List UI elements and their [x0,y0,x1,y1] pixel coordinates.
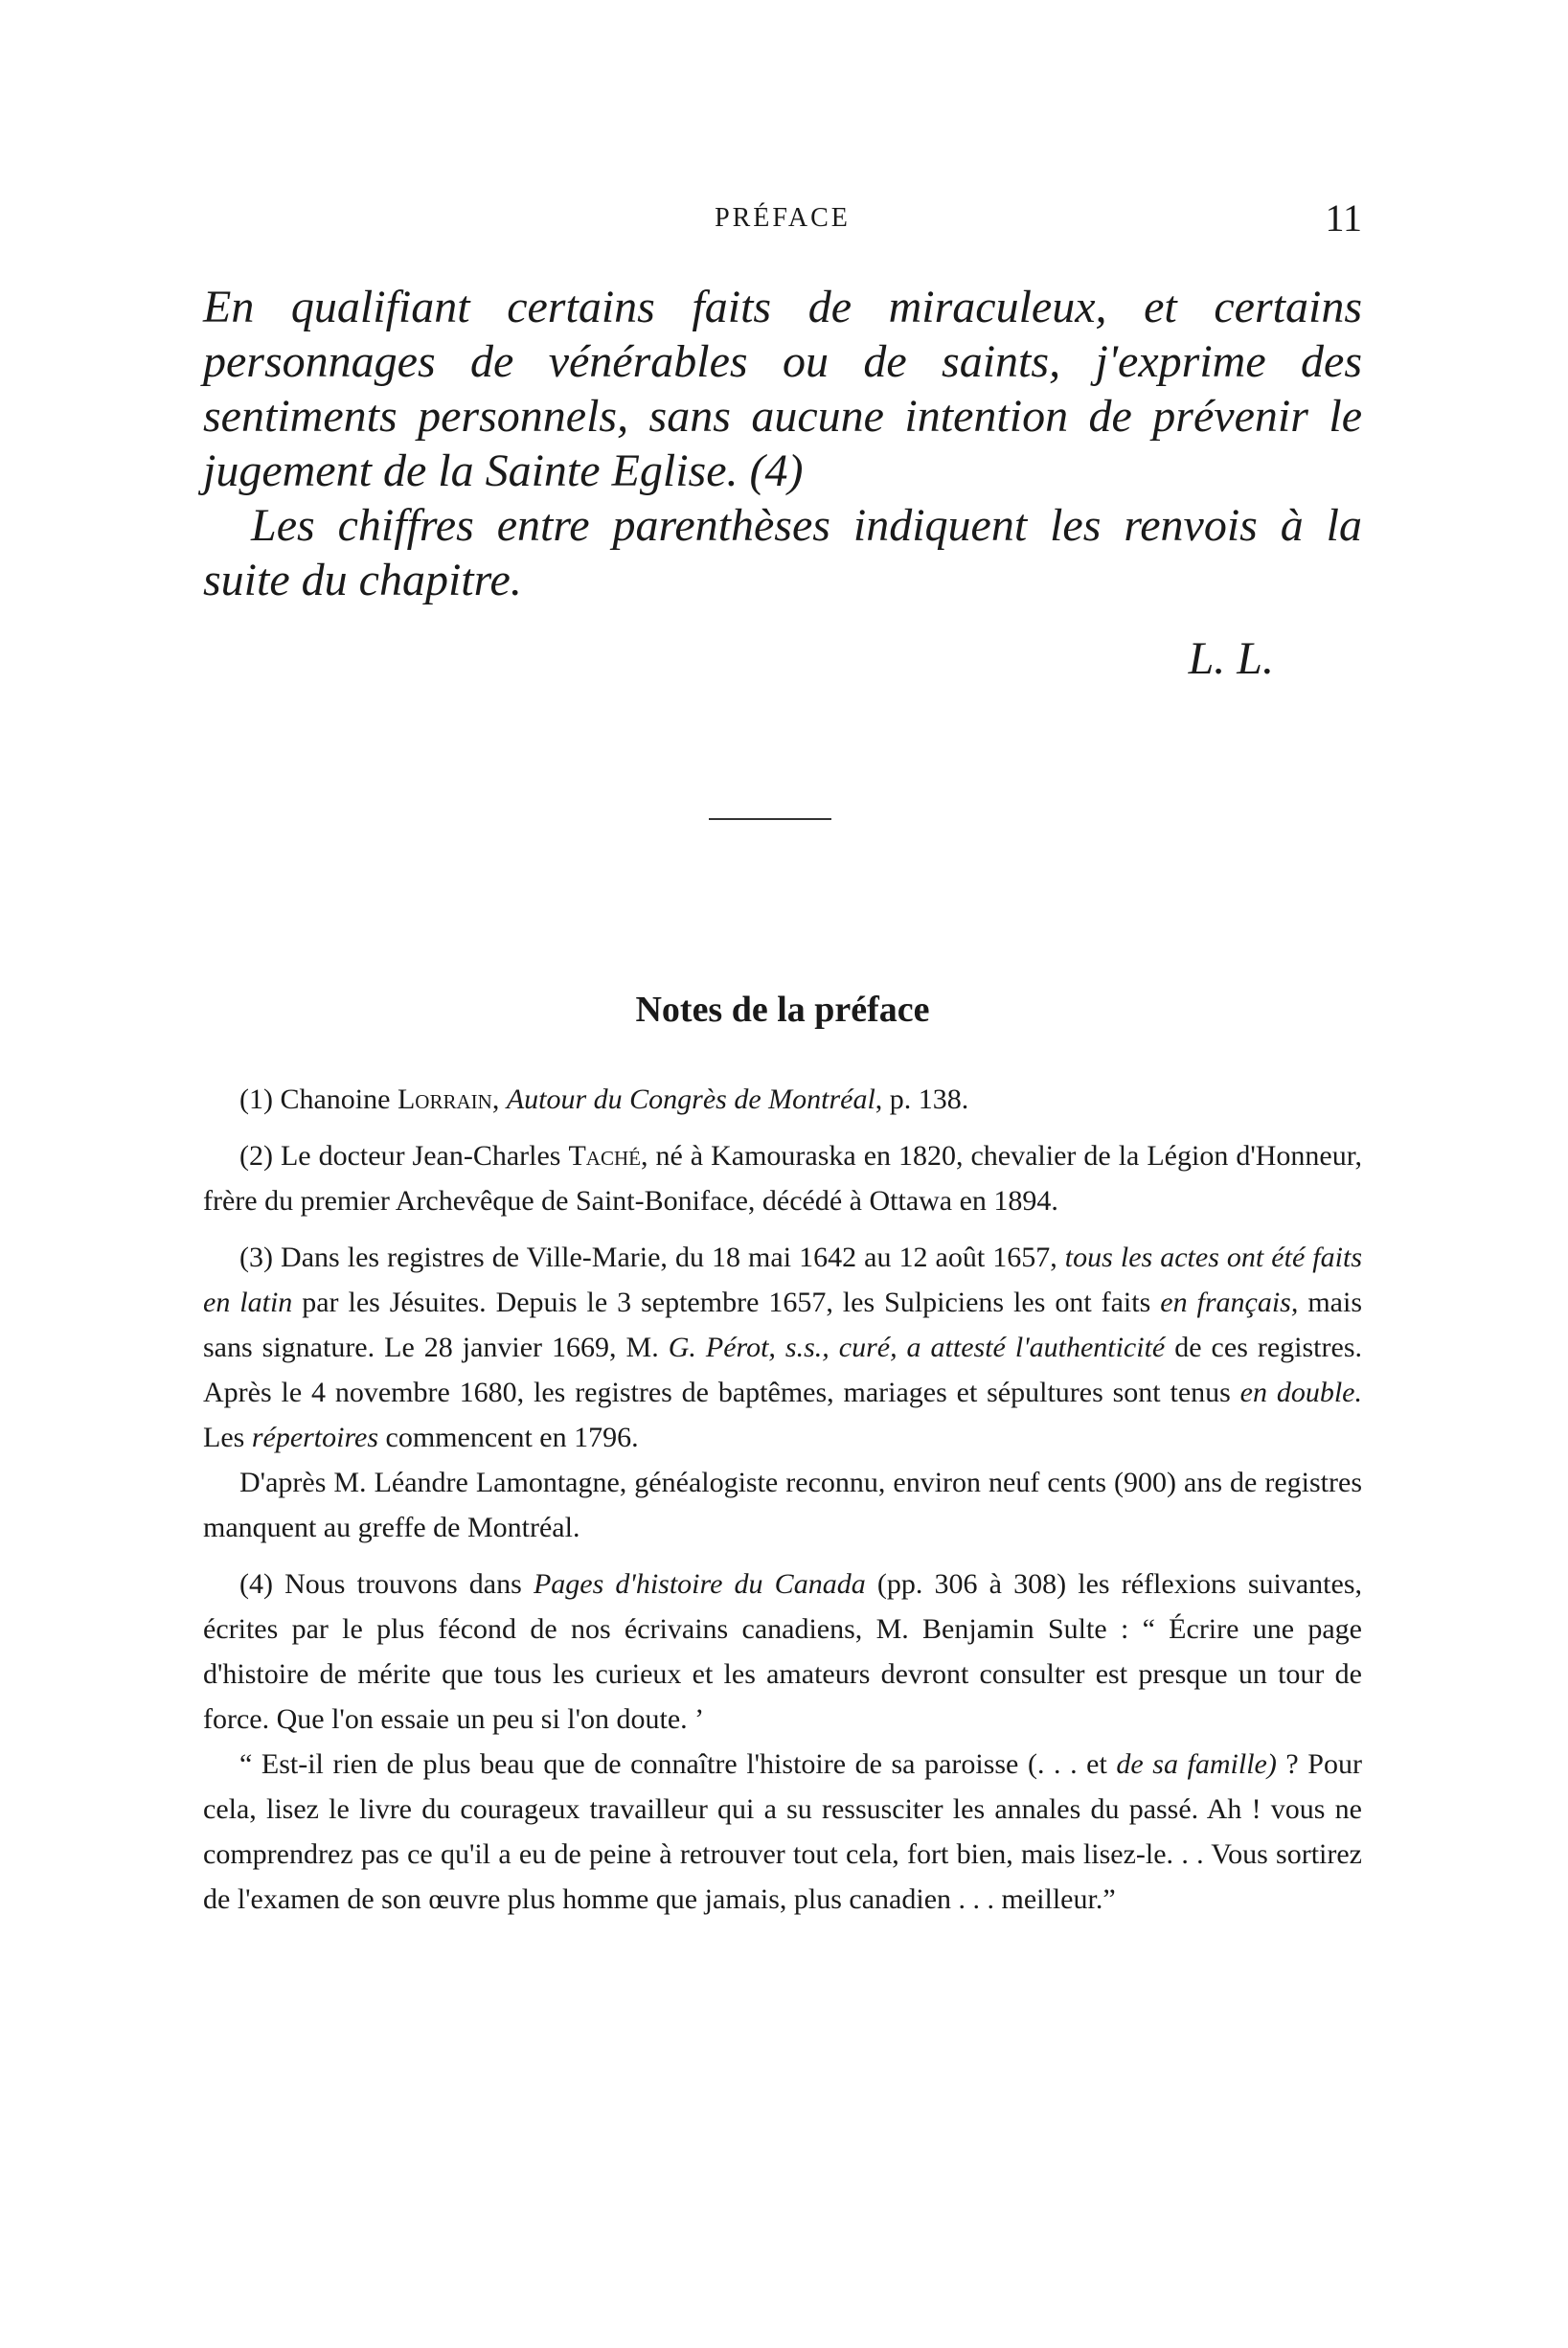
page-number: 11 [1325,196,1362,239]
note-3-continued: D'après M. Léandre Lamontagne, généalogiste reconnu, environ neuf cents (900) ans de registres manquent au greffe de Montréal. [203,1467,1362,1543]
note-3: (3) Dans les registres de Ville-Marie, du 18 mai 1642 au 12 août 1657, tous les actes ont été faits en latin par les Jésuites. Depuis le 3 septembre 1657, les Sulpiciens les ont faits en français, mais sans signature. Le 28 janvier 1669, M. G. Pérot, s.s., curé, a attesté l'authenticité de ces registres. Après le 4 novembre 1680, les registres de baptêmes, mariages et sépultures sont tenus en double. Les répertoires commencent en 1796. [203,1242,1362,1453]
section-divider [709,818,831,820]
page-header [203,195,1362,243]
note-4-quote: “ Est-il rien de plus beau que de connaître l'histoire de sa paroisse (. . . et de sa famille) ? Pour cela, lisez le livre du courageux travailleur qui a su ressusciter les annales du passé. Ah ! vous ne comprendrez pas ce qu'il a eu de peine à retrouver tout cela, fort bien, mais lisez-le. . . Vous sortirez de l'examen de son œuvre plus homme que jamais, plus canadien . . . meilleur.” [203,1748,1362,1915]
notes-heading: Notes de la préface [635,990,930,1030]
preface-paragraph: En qualifiant certains faits de miraculeux, et certains personnages de vénérables ou de saints, j'exprime des sentiments personnels, sans aucune intention de prévenir le jugement de la Sainte Eglise. (4) [203,282,1362,496]
note-1: (1) Chanoine Lorrain, Autour du Congrès de Montréal, p. 138. [239,1083,969,1115]
note-4: (4) Nous trouvons dans Pages d'histoire du Canada (pp. 306 à 308) les réflexions suivantes, écrites par le plus fécond de nos écrivains canadiens, M. Benjamin Sulte : “ Écrire une page d'histoire de mérite que tous les curieux et les amateurs devront consulter est presque un tour de force. Que l'on essaie un peu si l'on doute. ’ [203,1568,1363,1735]
preface-paragraph-note: Les chiffres entre parenthèses indiquent les renvois à la suite du chapitre. [203,500,1362,605]
preface-closing [203,280,1362,607]
notes-list [203,1077,1362,1933]
running-title: PRÉFACE [715,203,851,233]
author-initials: L. L. [1188,633,1274,684]
note-2: (2) Le docteur Jean-Charles Taché, né à Kamouraska en 1820, chevalier de la Légion d'Honneur, frère du premier Archevêque de Saint-Boniface, décédé à Ottawa en 1894. [203,1140,1362,1217]
